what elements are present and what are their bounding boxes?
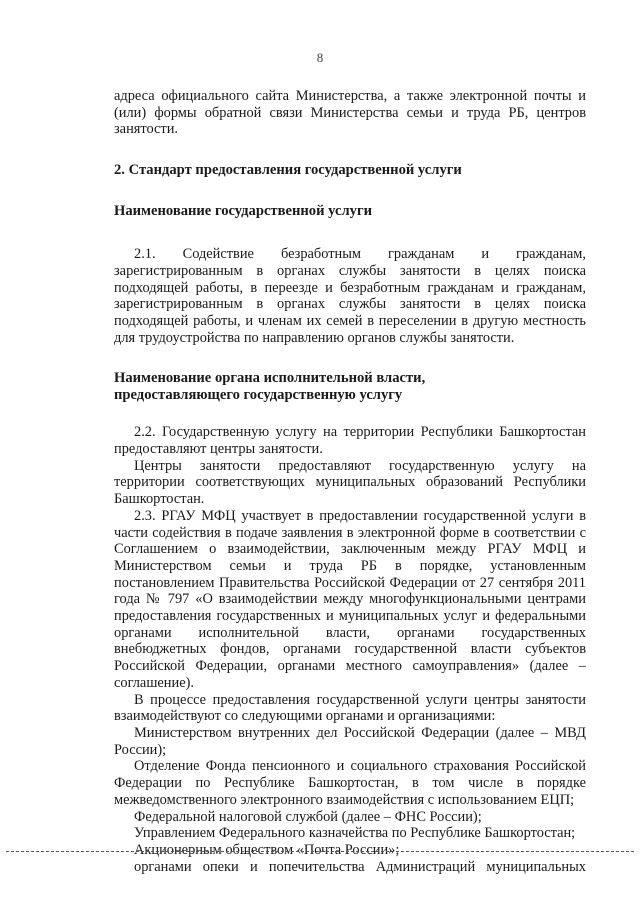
paragraph-2-1: 2.1. Содействие безработным гражданам и гражданам, зарегистрированным в органах службы занятости в целях поиска подходящей работы, в переезде и безработным гражданам и гражданам, зарегистрированным в органах службы занятости в целях поиска подходящей работы, и членам их семей в переселении в другую местность для трудоустройства по направлению органов службы занятости.	[114, 246, 586, 346]
page-number: 8	[316, 50, 324, 65]
subsection-title-line-2: предоставляющего государственную услугу	[114, 387, 403, 404]
list-item: Отделение Фонда пенсионного и социального страхования Российской Федерации по Республике Башкортостан, в том числе в порядке межведомственного электронного взаимодействия с использованием ЕЦП;	[114, 758, 586, 808]
list-item: Федеральной налоговой службой (далее – ФНС России);	[134, 808, 482, 825]
document-body	[114, 88, 586, 875]
subsection-title-service-name: Наименование государственной услуги	[114, 203, 372, 220]
list-item: Акционерным обществом «Почта России»;	[134, 841, 400, 858]
paragraph-2-2: 2.2. Государственную услугу на территории Республики Башкортостан предоставляют центры занятости.	[114, 424, 586, 458]
section-title: 2. Стандарт предоставления государственной услуги	[114, 162, 462, 179]
footer-divider	[6, 851, 634, 852]
list-item: Управлением Федерального казначейства по Республике Башкортостан;	[134, 825, 576, 842]
subsection-title-line-1: Наименование органа исполнительной власти,	[114, 370, 426, 387]
list-item: Министерством внутренних дел Российской Федерации (далее – МВД России);	[114, 724, 586, 758]
paragraph-process: В процессе предоставления государственной услуги центры занятости взаимодействуют со следующими органами и организациями:	[114, 691, 586, 725]
paragraph-centers: Центры занятости предоставляют государственную услугу на территории соответствующих муниципальных образований Республики Башкортостан.	[114, 457, 586, 508]
intro-paragraph: адреса официального сайта Министерства, а также электронной почты и (или) формы обратной связи Министерства семьи и труда РБ, центров занятости.	[114, 88, 586, 138]
list-item: органами опеки и попечительства Администраций муниципальных	[134, 858, 586, 875]
paragraph-2-3: 2.3. РГАУ МФЦ участвует в предоставлении государственной услуги в части содействия в подаче заявления в электронной форме в соответствии с Соглашением о взаимодействии, заключенным между РГАУ МФЦ и Министерством семьи и труда РБ в порядке, установленным постановлением Правительства Российской Федерации от 27 сентября 2011 года № 797 «О взаимодействии между многофункциональными центрами предоставления государственных и муниципальных услуг и федеральными органами исполнительной власти, органами государственных внебюджетных фондов, органами государственной власти субъектов Российской Федерации, органами местного самоуправления» (далее – соглашение).	[114, 507, 586, 691]
